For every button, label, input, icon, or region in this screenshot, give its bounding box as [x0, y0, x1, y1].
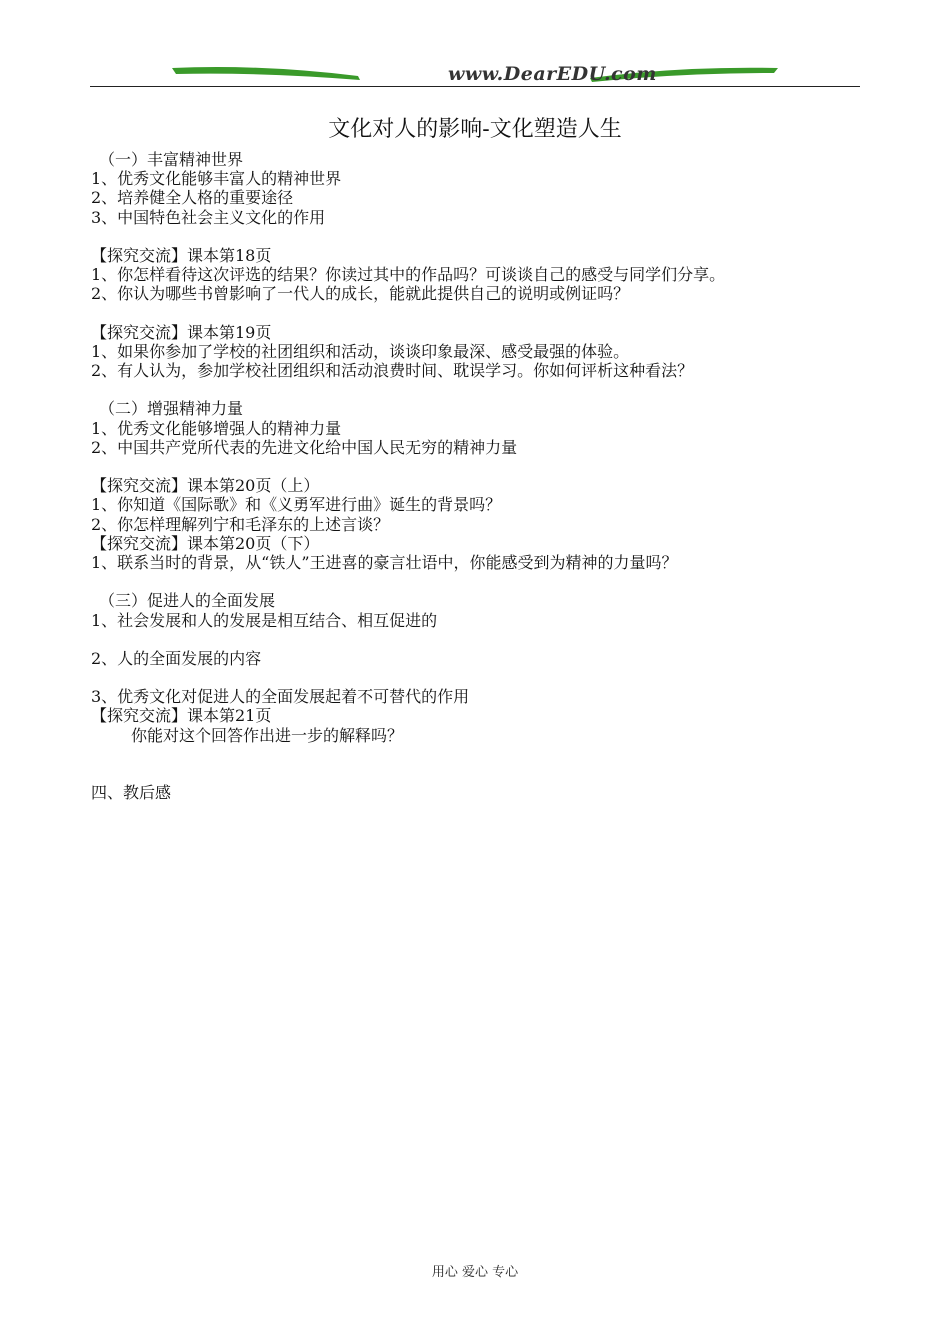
document-title: 文化对人的影响-文化塑造人生 [328, 117, 622, 142]
header-divider [90, 86, 860, 87]
exercise-question: 2、有人认为，参加学校社团组织和活动浪费时间、耽误学习。你如何评析这种看法？ [91, 361, 694, 381]
document-body [91, 150, 861, 802]
list-item: 2、培养健全人格的重要途径 [91, 188, 294, 208]
exercise-heading: 【探究交流】课本第21页 [91, 706, 272, 726]
section-heading: （二）增强精神力量 [99, 399, 244, 419]
spacer [91, 380, 861, 399]
list-item: 2、中国共产党所代表的先进文化给中国人民无穷的精神力量 [91, 437, 518, 457]
list-item: 1、优秀文化能够增强人的精神力量 [91, 418, 342, 438]
exercise-heading: 【探究交流】课本第19页 [91, 322, 272, 342]
spacer [91, 630, 861, 649]
list-item: 2、人的全面发展的内容 [91, 648, 262, 668]
spacer [91, 745, 861, 783]
list-item: 3、优秀文化对促进人的全面发展起着不可替代的作用 [91, 687, 470, 707]
exercise-question: 2、你怎样理解列宁和毛泽东的上述言谈？ [91, 514, 390, 534]
spacer [91, 304, 861, 323]
list-item: 3、中国特色社会主义文化的作用 [91, 207, 326, 227]
spacer [91, 457, 861, 476]
exercise-heading: 【探究交流】课本第18页 [91, 245, 272, 265]
section-heading: （三）促进人的全面发展 [99, 591, 276, 611]
exercise-question: 1、如果你参加了学校的社团组织和活动，谈谈印象最深、感受最强的体验。 [91, 341, 630, 361]
list-item: 1、社会发展和人的发展是相互结合、相互促进的 [91, 610, 438, 630]
exercise-heading: 【探究交流】课本第20页（上） [91, 476, 320, 496]
page-header [90, 58, 860, 90]
site-logo[interactable]: www.DearEDU.com [448, 63, 657, 85]
exercise-question: 2、你认为哪些书曾影响了一代人的成长，能就此提供自己的说明或例证吗？ [91, 284, 630, 304]
exercise-question: 1、联系当时的背景，从“铁人”王进喜的豪言壮语中，你能感受到为精神的力量吗？ [91, 552, 678, 572]
exercise-heading: 【探究交流】课本第20页（下） [91, 533, 320, 553]
exercise-question: 1、你怎样看待这次评选的结果？你读过其中的作品吗？可谈谈自己的感受与同学们分享。 [91, 265, 726, 285]
section-heading: 四、教后感 [91, 783, 172, 803]
list-item: 1、优秀文化能够丰富人的精神世界 [91, 169, 342, 189]
spacer [91, 572, 861, 591]
exercise-question: 1、你知道《国际歌》和《义勇军进行曲》诞生的背景吗？ [91, 495, 502, 515]
page-footer: 用心 爱心 专心 [431, 1265, 519, 1280]
section-heading: （一）丰富精神世界 [99, 150, 244, 169]
spacer [91, 227, 861, 246]
spacer [91, 668, 861, 687]
exercise-question: 你能对这个回答作出进一步的解释吗？ [131, 725, 404, 745]
